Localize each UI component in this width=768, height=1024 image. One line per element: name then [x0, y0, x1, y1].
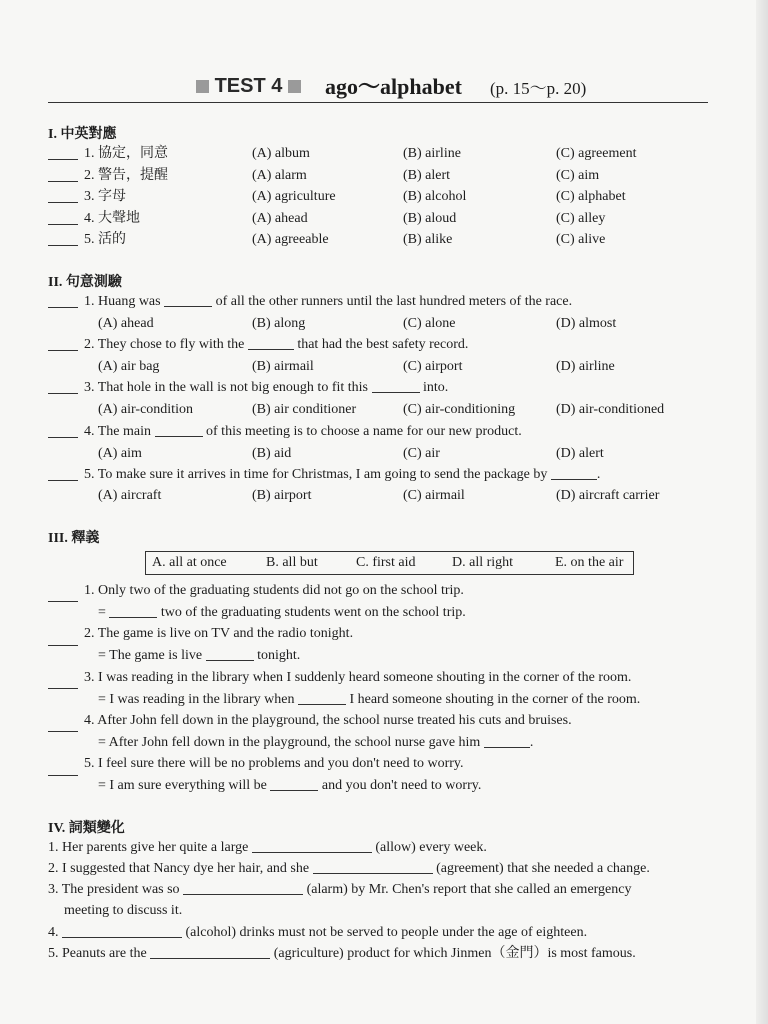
question-text: 2. They chose to fly with the that had the best safety record.: [84, 337, 469, 352]
fill-blank[interactable]: [270, 778, 318, 791]
option-d: (D) aircraft carrier: [556, 488, 660, 503]
option-c: (C) agreement: [556, 146, 637, 161]
word-bank-item: B. all but: [266, 555, 318, 570]
answer-blank[interactable]: [48, 425, 78, 438]
section-4-question: 1. Her parents give her quite a large (allow) every week.: [48, 840, 487, 855]
option-a: (A) alarm: [252, 168, 307, 183]
section-1-title: I. 中英對應: [48, 127, 117, 142]
question-text: 3. That hole in the wall is not big enough to fit this into.: [84, 380, 449, 395]
option-b: (B) aid: [252, 446, 292, 461]
word-bank-item: C. first aid: [356, 555, 416, 570]
item-prompt: 4. 大聲地: [84, 211, 140, 226]
option-c: (C) airport: [403, 359, 463, 374]
answer-blank[interactable]: [48, 212, 78, 225]
fill-blank[interactable]: [313, 861, 433, 874]
option-a: (A) agriculture: [252, 189, 336, 204]
option-a: (A) agreeable: [252, 232, 329, 247]
original-sentence: 4. After John fell down in the playground, the school nurse treated his cuts and bruises.: [84, 713, 572, 728]
option-b: (B) airline: [403, 146, 461, 161]
section-4-question: 4. (alcohol) drinks must not be served to people under the age of eighteen.: [48, 925, 588, 940]
answer-blank[interactable]: [48, 147, 78, 160]
original-sentence: 1. Only two of the graduating students did not go on the school trip.: [84, 583, 464, 598]
original-sentence: 3. I was reading in the library when I suddenly heard someone shouting in the corner of the room.: [84, 670, 632, 685]
option-b: (B) alert: [403, 168, 451, 183]
fill-blank[interactable]: [551, 467, 597, 480]
section-4-question-continued: meeting to discuss it.: [64, 903, 183, 918]
item-prompt: 5. 活的: [84, 232, 126, 247]
option-b: (B) along: [252, 316, 306, 331]
option-b: (B) air conditioner: [252, 402, 357, 417]
page-range: (p. 15～p. 20): [490, 79, 587, 98]
question-text: 4. The main of this meeting is to choose a name for our new product.: [84, 424, 522, 439]
fill-blank[interactable]: [155, 424, 203, 437]
fill-blank[interactable]: [109, 605, 157, 618]
option-c: (C) alone: [403, 316, 456, 331]
option-b: (B) alike: [403, 232, 453, 247]
square-icon: [288, 80, 301, 93]
answer-blank[interactable]: [48, 233, 78, 246]
paraphrase-sentence: = I am sure everything will be and you don't need to worry.: [98, 778, 482, 793]
item-prompt: 3. 字母: [84, 189, 126, 204]
fill-blank[interactable]: [252, 840, 372, 853]
option-d: (D) airline: [556, 359, 615, 374]
option-c: (C) air: [403, 446, 440, 461]
square-icon: [196, 80, 209, 93]
paraphrase-sentence: = After John fell down in the playground, the school nurse gave him .: [98, 735, 534, 750]
answer-blank[interactable]: [48, 719, 78, 732]
item-prompt: 2. 警告，提醒: [84, 168, 168, 183]
word-bank: [145, 551, 634, 575]
word-bank-item: A. all at once: [152, 555, 227, 570]
section-4-question: 3. The president was so (alarm) by Mr. Chen's report that she called an emergency: [48, 882, 632, 897]
option-a: (A) air-condition: [98, 402, 193, 417]
answer-blank[interactable]: [48, 676, 78, 689]
word-bank-item: D. all right: [452, 555, 514, 570]
option-c: (C) aim: [556, 168, 600, 183]
answer-blank[interactable]: [48, 633, 78, 646]
answer-blank[interactable]: [48, 295, 78, 308]
fill-blank[interactable]: [298, 692, 346, 705]
option-d: (D) air-conditioned: [556, 402, 665, 417]
section-4-title: IV. 詞類變化: [48, 821, 125, 836]
fill-blank[interactable]: [150, 946, 270, 959]
answer-blank[interactable]: [48, 468, 78, 481]
option-b: (B) airport: [252, 488, 312, 503]
fill-blank[interactable]: [183, 882, 303, 895]
original-sentence: 2. The game is live on TV and the radio tonight.: [84, 626, 354, 641]
option-c: (C) airmail: [403, 488, 465, 503]
answer-blank[interactable]: [48, 169, 78, 182]
section-3-title: III. 釋義: [48, 531, 100, 546]
word-bank-item: E. on the air: [555, 555, 624, 570]
option-c: (C) alley: [556, 211, 606, 226]
option-a: (A) aircraft: [98, 488, 162, 503]
answer-blank[interactable]: [48, 190, 78, 203]
answer-blank[interactable]: [48, 338, 78, 351]
option-a: (A) aim: [98, 446, 142, 461]
item-prompt: 1. 協定，同意: [84, 146, 168, 161]
option-c: (C) alive: [556, 232, 606, 247]
test-label: [196, 73, 301, 100]
section-2-title: II. 句意測驗: [48, 275, 122, 290]
topic-title: ago～alphabet: [325, 74, 462, 99]
option-d: (D) alert: [556, 446, 604, 461]
header-divider: [48, 102, 708, 103]
answer-blank[interactable]: [48, 589, 78, 602]
section-4-question: 5. Peanuts are the (agriculture) product for which Jinmen（金門）is most famous.: [48, 946, 636, 961]
option-a: (A) ahead: [98, 316, 154, 331]
paraphrase-sentence: = two of the graduating students went on the school trip.: [98, 605, 466, 620]
page-edge-shadow: [756, 0, 768, 1024]
fill-blank[interactable]: [206, 648, 254, 661]
original-sentence: 5. I feel sure there will be no problems and you don't need to worry.: [84, 756, 464, 771]
option-a: (A) album: [252, 146, 310, 161]
answer-blank[interactable]: [48, 763, 78, 776]
section-4-question: 2. I suggested that Nancy dye her hair, and she (agreement) that she needed a change.: [48, 861, 650, 876]
paraphrase-sentence: = The game is live tonight.: [98, 648, 301, 663]
fill-blank[interactable]: [484, 735, 530, 748]
fill-blank[interactable]: [248, 337, 294, 350]
answer-blank[interactable]: [48, 381, 78, 394]
paraphrase-sentence: = I was reading in the library when I heard someone shouting in the corner of the room.: [98, 692, 641, 707]
fill-blank[interactable]: [62, 925, 182, 938]
option-b: (B) alcohol: [403, 189, 467, 204]
option-b: (B) airmail: [252, 359, 314, 374]
option-c: (C) air-conditioning: [403, 402, 516, 417]
option-d: (D) almost: [556, 316, 617, 331]
test-label-text: TEST 4: [214, 75, 283, 97]
option-a: (A) air bag: [98, 359, 160, 374]
option-a: (A) ahead: [252, 211, 308, 226]
option-b: (B) aloud: [403, 211, 457, 226]
question-text: 5. To make sure it arrives in time for Christmas, I am going to send the package by .: [84, 467, 601, 482]
fill-blank[interactable]: [372, 380, 420, 393]
question-text: 1. Huang was of all the other runners until the last hundred meters of the race.: [84, 294, 573, 309]
option-c: (C) alphabet: [556, 189, 626, 204]
fill-blank[interactable]: [164, 294, 212, 307]
